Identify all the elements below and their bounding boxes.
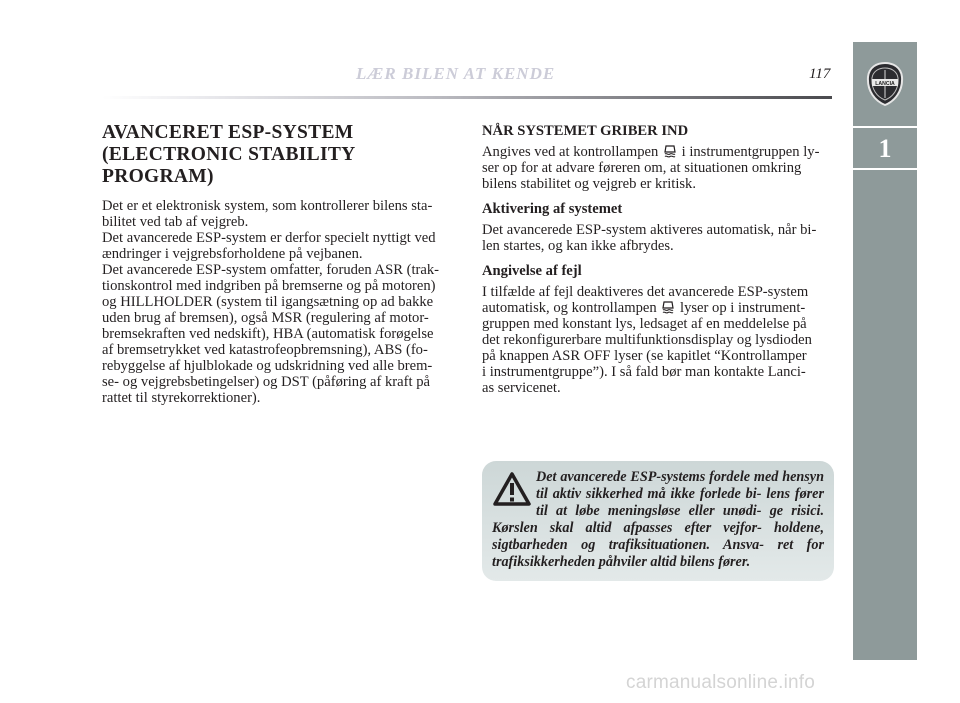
page-number: 117 xyxy=(809,66,831,82)
logo-text: LANCIA xyxy=(875,81,895,87)
header-rule xyxy=(102,96,832,99)
chapter-sidebar xyxy=(853,42,917,660)
warning-triangle-icon xyxy=(492,469,536,519)
chapter-number: 1 xyxy=(878,134,892,163)
watermark: carmanualsonline.info xyxy=(626,672,816,693)
intro-paragraph: Det er et elektronisk system, som kontrollerer bilens sta- bilitet ved tab af vejgreb. Det avancerede ESP-system er derfor specielt nyttigt ved ændringer i vejgrebsforholdene på vejbanen. Det avancerede ESP-system omfatter, foruden ASR (trak- tionskontrol med indgriben på bremserne og på motoren) og HILLHOLDER (system til igangsætning op ad bakke uden brug af bremsen), også MSR (regulering af motor- bremsekraften ved nedskift), HBA (automatisk forøgelse af bremsetrykket ved katastrofeopbremsning), ABS (fo- rebyggelse af hjulblokade og udskridning ved alle brem- se- og vejgrebsbetingelser) og DST (påføring af kraft på rattet til styrekorrektioner). xyxy=(102,198,439,406)
sidebar-divider xyxy=(853,126,917,128)
warning-text: Det avancerede ESP-systems fordele med hensyn til aktiv sikkerhed må ikke forlede bi- lens fører til at løbe meningsløse eller unødi- ge risici. Kørslen skal altid afpasses efter vejfor- holdene, sigtbarheden og trafiksituationen. Ansva- ret for trafiksikkerheden påhviler altid bilens fører. xyxy=(492,469,825,570)
fault-indication-paragraph: I tilfælde af fejl deaktiveres det avancerede ESP-system automatisk, og kontrollampen lyser op i instrument- gruppen med konstant lys, ledsaget af en meddelelse på det rekonfigurerbare multifunktionsdisplay og lysdioden på knappen ASR OFF lyser (se kapitlet “Kontrollamper i instrumentgruppe”). I så fald bør man kontakte Lanci- as servicenet. xyxy=(482,284,812,396)
when-system-intervenes-paragraph: Angives ved at kontrollampen i instrumentgruppen ly- ser op for at advare føreren om, at situationen omkring bilens stabilitet og vejgreb er kritisk. xyxy=(482,144,820,192)
sidebar-divider xyxy=(853,168,917,170)
esp-warning-lamp-icon xyxy=(663,144,677,158)
esp-warning-lamp-icon xyxy=(661,300,675,314)
activation-paragraph: Det avancerede ESP-system aktiveres automatisk, når bi- len startes, og kan ikke afbrydes. xyxy=(482,222,817,254)
when-system-intervenes-heading: NÅR SYSTEMET GRIBER IND xyxy=(482,123,689,139)
lancia-shield-icon xyxy=(865,61,905,107)
left-column xyxy=(102,122,460,406)
running-header-title: LÆR BILEN AT KENDE xyxy=(356,64,556,83)
brand-logo xyxy=(853,42,917,126)
fault-indication-heading: Angivelse af fejl xyxy=(482,263,582,279)
warning-box xyxy=(482,461,834,581)
section-heading: AVANCERET ESP-SYSTEM (ELECTRONIC STABILITY PROGRAM) xyxy=(102,122,356,187)
right-column xyxy=(482,122,832,396)
activation-heading: Aktivering af systemet xyxy=(482,201,623,217)
